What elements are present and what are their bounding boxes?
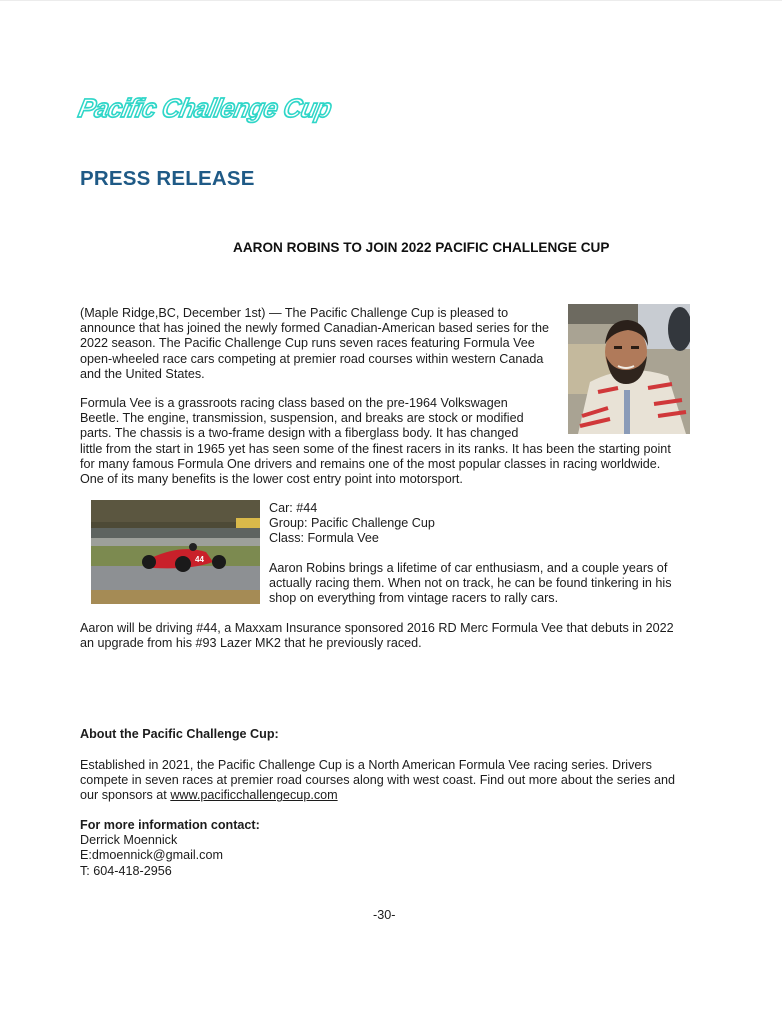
car-number-label: 44 bbox=[195, 555, 204, 564]
race-car-illustration bbox=[91, 500, 260, 604]
page-top-border bbox=[0, 0, 782, 1]
car-number: Car: #44 bbox=[269, 501, 318, 515]
car-group: Group: Pacific Challenge Cup bbox=[269, 516, 435, 531]
contact-block bbox=[80, 818, 480, 879]
website-link[interactable]: www.pacificchallengecup.com bbox=[170, 788, 338, 803]
driving-paragraph: Aaron will be driving #44, a Maxxam Insurance sponsored 2016 RD Merc Formula Vee that debuts in 2022 an upgrade from his #93 Lazer MK2 that he previously raced. bbox=[80, 621, 674, 651]
contact-email: E:dmoennick@gmail.com bbox=[80, 848, 223, 863]
driver-bio: Aaron Robins brings a lifetime of car enthusiasm, and a couple years of actually racing them. When not on track, he can be found tinkering in his shop on everything from vintage racers to rally cars. bbox=[269, 561, 672, 606]
formula-vee-paragraph bbox=[80, 396, 680, 487]
about-text: Established in 2021, the Pacific Challenge Cup is a North American Formula Vee racing series. Drivers compete in seven races at premier road courses along with west coast. Find out more about the series and our sponsors at bbox=[80, 758, 676, 803]
car-info bbox=[269, 501, 699, 547]
pacific-challenge-cup-logo: Pacific Challenge Cup bbox=[75, 94, 335, 124]
race-car-photo bbox=[91, 500, 260, 604]
headline: AARON ROBINS TO JOIN 2022 PACIFIC CHALLENGE CUP bbox=[233, 240, 610, 255]
formula-vee-text-narrow: Formula Vee is a grassroots racing class based on the pre-1964 Volkswagen Beetle. The engine, transmission, suspension, and breaks are stock or modified parts. The chassis is a two-frame design with a fiberglass body. It has changed bbox=[80, 396, 524, 441]
about-paragraph bbox=[80, 758, 680, 804]
about-heading: About the Pacific Challenge Cup: bbox=[80, 727, 279, 741]
end-mark: -30- bbox=[373, 908, 396, 922]
contact-name: Derrick Moennick bbox=[80, 833, 178, 848]
press-release-label: PRESS RELEASE bbox=[80, 167, 255, 190]
contact-heading: For more information contact: bbox=[80, 818, 260, 832]
formula-vee-text-wide: little from the start in 1965 yet has seen some of the finest racers in its ranks. It has been the starting point for many famous Formula One drivers and remains one of the most popular classes in racing worldwide. One of its many benefits is the lower cost entry point into motorsport. bbox=[80, 441, 671, 487]
car-class: Class: Formula Vee bbox=[269, 531, 379, 546]
intro-paragraph: (Maple Ridge,BC, December 1st) — The Pacific Challenge Cup is pleased to announce that has joined the newly formed Canadian-American based series for the 2022 season. The Pacific Challenge Cup runs seven races featuring Formula Vee open-wheeled race cars competing at premier road courses within western Canada and the United States. bbox=[80, 306, 550, 381]
contact-phone: T: 604-418-2956 bbox=[80, 863, 172, 878]
